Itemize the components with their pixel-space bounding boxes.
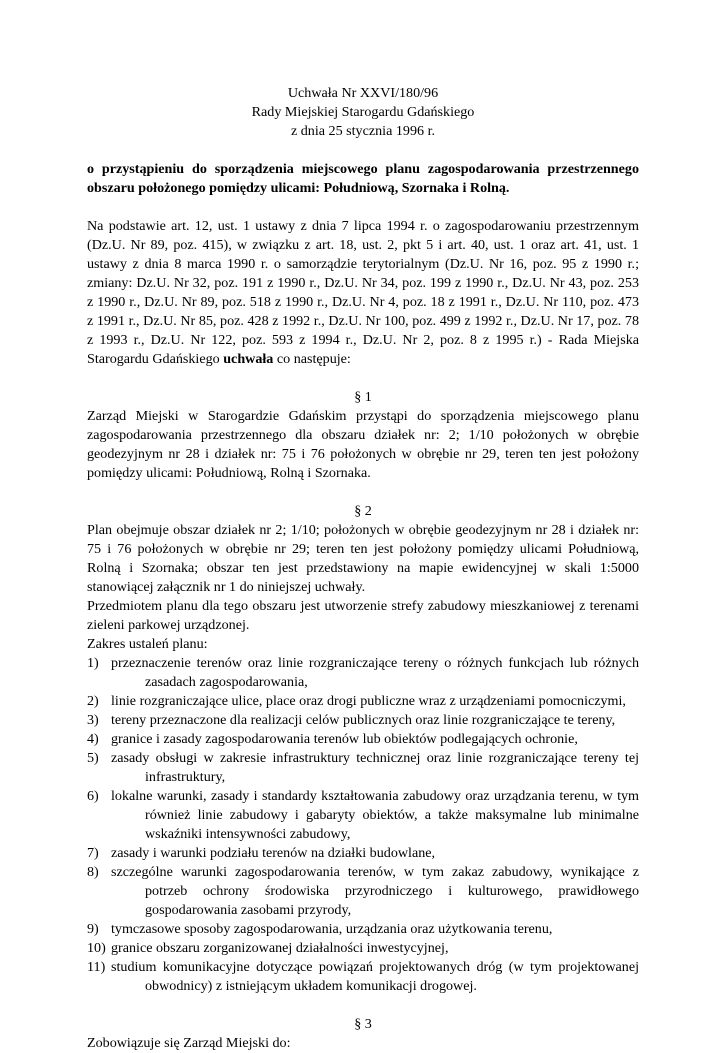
list-item-number: 9) (87, 921, 99, 937)
list-item-text: studium komunikacyjne dotyczące powiązań projektowanych dróg (w tym projektowanej obwodnicy) z istniejącym układem komunikacji drogowej. (111, 959, 639, 994)
list-item-text: tereny przeznaczone dla realizacji celów publicznych oraz linie rozgraniczające te tereny, (111, 712, 616, 728)
list-item (87, 958, 639, 996)
list-item-number: 7) (87, 845, 99, 861)
list-item-text: szczególne warunki zagospodarowania terenów, w tym zakaz zabudowy, wynikające z potrzeb ochrony środowiska przyrodniczego i kulturowego, prawidłowego gospodarowania zasobami przyrody, (111, 864, 639, 918)
list-item (87, 654, 639, 692)
resolution-number: Uchwała Nr XXVI/180/96 (287, 85, 439, 101)
list-item-number: 2) (87, 693, 99, 709)
list-item-text: granice i zasady zagospodarowania terenów lub obiektów podlegających ochronie, (111, 731, 578, 747)
section-3-mark: § 3 (354, 1016, 372, 1032)
list-item (87, 749, 639, 787)
section-2-para-2: Przedmiotem planu dla tego obszaru jest utworzenie strefy zabudowy mieszkaniowej z terenami zieleni parkowej urządzonej. (87, 598, 639, 633)
list-item (87, 692, 639, 711)
list-item-text: lokalne warunki, zasady i standardy kształtowania zabudowy oraz urządzania terenu, w tym również linie zabudowy i gabaryty obiektów, a także maksymalne lub minimalne wskaźniki intensywności zabudowy, (111, 788, 639, 842)
section-1-text: Zarząd Miejski w Starogardzie Gdańskim przystąpi do sporządzenia miejscowego planu zagospodarowania przestrzennego dla obszaru działek nr: 2; 1/10 położonych w obrębie geodezyjnym nr 28 i działek nr: 75 i 76 położonych w obrębie nr 29, teren ten jest położony pomiędzy ulicami: Południową, Rolną i Szornaka. (87, 408, 639, 481)
plan-scope-list (87, 654, 639, 996)
section-2-para-3: Zakres ustaleń planu: (87, 636, 208, 652)
list-item-number: 3) (87, 712, 99, 728)
legal-basis-text: Na podstawie art. 12, ust. 1 ustawy z dnia 7 lipca 1994 r. o zagospodarowaniu przestrzennym (Dz.U. Nr 89, poz. 415), w związku z art. 18, ust. 2, pkt 5 i art. 40, ust. 1 oraz art. 41, ust. 1 ustawy z dnia 8 marca 1990 r. o samorządzie terytorialnym (Dz.U. Nr 16, poz. 95 z 1990 r.; zmiany: Dz.U. Nr 32, poz. 191 z 1990 r., Dz.U. Nr 34, poz. 199 z 1990 r., Dz.U. Nr 43, poz. 253 z 1990 r., Dz.U. Nr 89, poz. 518 z 1990 r., Dz.U. Nr 4, poz. 18 z 1991 r., Dz.U. Nr 110, poz. 473 z 1991 r., Dz.U. Nr 85, poz. 428 z 1992 r., Dz.U. Nr 100, poz. 499 z 1992 r., Dz.U. Nr 17, poz. 78 z 1993 r., Dz.U. Nr 122, poz. 593 z 1994 r., Dz.U. Nr 2, poz. 8 z 1995 r.) - Rada Miejska Starogardu Gdańskiego (87, 218, 639, 367)
list-item-text: zasady i warunki podziału terenów na działki budowlane, (111, 845, 436, 861)
section-2-para-1: Plan obejmuje obszar działek nr 2; 1/10; położonych w obrębie geodezyjnym nr 28 i działek nr: 75 i 76 położonych w obrębie nr 29; teren ten jest położony pomiędzy ulicami Południową, Rolną i Szornaka; obszar ten jest przedstawiony na mapie ewidencyjnej w skali 1:5000 stanowiącej załącznik nr 1 do niniejszej uchwały. (87, 522, 639, 595)
list-item-number: 8) (87, 864, 99, 880)
list-item (87, 711, 639, 730)
list-item-text: linie rozgraniczające ulice, place oraz drogi publiczne wraz z urządzeniami pomocniczymi, (111, 693, 626, 709)
legal-basis-tail: co następuje: (273, 351, 351, 367)
legal-basis-bold-word: uchwała (223, 351, 274, 367)
section-2-mark: § 2 (354, 503, 372, 519)
list-item-number: 6) (87, 788, 99, 804)
list-item-text: granice obszaru zorganizowanej działalności inwestycyjnej, (111, 940, 449, 956)
list-item-text: tymczasowe sposoby zagospodarowania, urządzania oraz użytkowania terenu, (111, 921, 553, 937)
list-item-number: 10) (87, 940, 106, 956)
list-item (87, 920, 639, 939)
council-name: Rady Miejskiej Starogardu Gdańskiego (251, 104, 475, 120)
resolution-date: z dnia 25 stycznia 1996 r. (290, 123, 436, 139)
document-page (87, 84, 639, 1053)
list-item (87, 863, 639, 920)
list-item (87, 844, 639, 863)
list-item-text: zasady obsługi w zakresie infrastruktury technicznej oraz linie rozgraniczające tereny tej infrastruktury, (111, 750, 639, 785)
section-3-text: Zobowiązuje się Zarząd Miejski do: (87, 1035, 291, 1051)
list-item-number: 11) (87, 959, 106, 975)
list-item-number: 1) (87, 655, 99, 671)
resolution-subject: o przystąpieniu do sporządzenia miejscowego planu zagospodarowania przestrzennego obszaru położonego pomiędzy ulicami: Południową, Szornaka i Rolną. (87, 161, 639, 196)
list-item-text: przeznaczenie terenów oraz linie rozgraniczające tereny o różnych funkcjach lub różnych zasadach zagospodarowania, (111, 655, 639, 690)
legal-basis (87, 217, 639, 369)
list-item (87, 787, 639, 844)
list-item-number: 5) (87, 750, 99, 766)
resolution-header (87, 84, 639, 141)
list-item-number: 4) (87, 731, 99, 747)
list-item (87, 939, 639, 958)
section-1-mark: § 1 (354, 389, 372, 405)
list-item (87, 730, 639, 749)
